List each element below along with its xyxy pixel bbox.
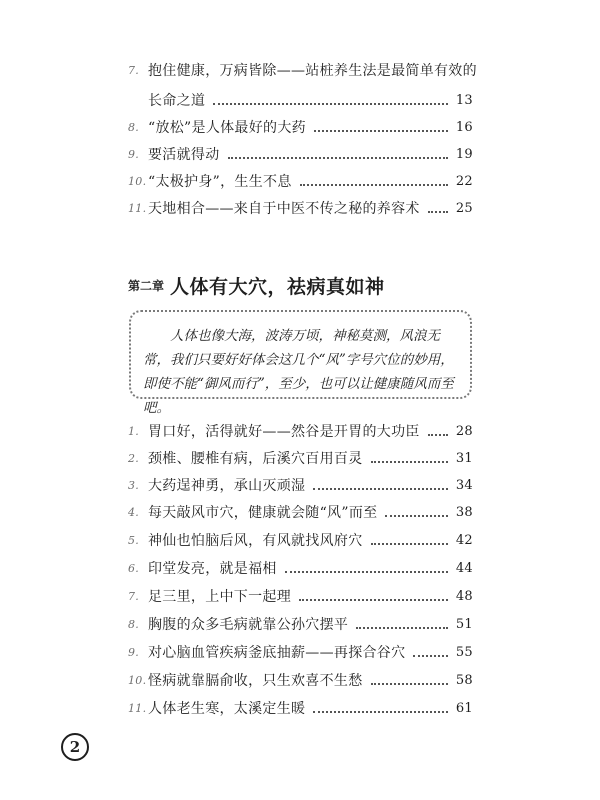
toc-entry-title: 抱住健康，万病皆除——站桩养生法是最简单有效的 (148, 63, 477, 79)
toc-entry-8[interactable] (128, 115, 473, 139)
toc-page-number: 19 (455, 146, 473, 162)
toc-page-number: 55 (455, 644, 473, 660)
toc-chapter2-entry-7[interactable] (128, 584, 473, 608)
chapter-intro-text: 人体也像大海，波涛万顷，神秘莫测，风浪无常，我们只要好好体会这几个“风”字号穴位的妙用，即使不能“御风而行”，至少，也可以让健康随风而至吧。 (143, 328, 454, 416)
toc-entry-title: 对心脑血管疾病釜底抽薪——再探合谷穴 (148, 645, 406, 661)
leader-dots (285, 571, 448, 573)
leader-dots (313, 711, 448, 713)
toc-page-number: 25 (455, 200, 473, 216)
toc-entry-title: 神仙也怕脑后风，有风就找风府穴 (148, 533, 363, 549)
toc-chapter2-entry-5[interactable] (128, 528, 473, 552)
leader-dots (299, 599, 448, 601)
toc-page-number: 28 (455, 423, 473, 439)
toc-page-number: 51 (455, 616, 473, 632)
toc-page-number: 61 (455, 700, 473, 716)
toc-entry-title: 胸腹的众多毛病就靠公孙穴摆平 (148, 617, 349, 633)
toc-entry-9[interactable] (128, 142, 473, 166)
leader-dots (385, 515, 447, 517)
toc-page-number: 38 (455, 504, 473, 520)
toc-entry-number: 1. (128, 424, 140, 438)
chapter-title: 人体有大穴，祛病真如神 (170, 275, 385, 298)
toc-entry-title: 长命之道 (148, 93, 206, 109)
leader-dots (371, 683, 448, 685)
page-number: 2 (69, 737, 81, 756)
toc-entry-title: 要活就得动 (148, 147, 220, 163)
toc-entry-title: 怪病就靠膈俞收，只生欢喜不生愁 (148, 673, 363, 689)
toc-chapter2-entry-6[interactable] (128, 556, 473, 580)
toc-entry-title: 颈椎、腰椎有病，后溪穴百用百灵 (148, 451, 363, 467)
leader-dots (313, 488, 448, 490)
toc-chapter2-entry-10[interactable] (128, 668, 473, 692)
toc-entry-title: 人体老生寒，太溪定生暖 (148, 701, 306, 717)
toc-page-number: 58 (455, 672, 473, 688)
toc-page-number: 16 (455, 119, 473, 135)
toc-entry-number: 8. (128, 617, 140, 631)
toc-entry-number: 11. (128, 201, 147, 215)
toc-chapter2-entry-1[interactable] (128, 419, 473, 443)
leader-dots (371, 461, 448, 463)
toc-entry-title: “放松”是人体最好的大药 (148, 120, 306, 136)
toc-entry-7-continued[interactable] (148, 88, 473, 112)
leader-dots (356, 627, 448, 629)
toc-page-number: 31 (455, 450, 473, 466)
chapter-intro-box (129, 310, 472, 416)
toc-chapter2-entry-4[interactable] (128, 500, 473, 524)
toc-chapter2-entry-9[interactable] (128, 640, 473, 664)
toc-entry-title: 大药逞神勇，承山灭顽湿 (148, 478, 306, 494)
toc-chapter2-entry-2[interactable] (128, 446, 473, 470)
leader-dots (428, 434, 448, 436)
toc-entry-title: “太极护身”，生生不息 (148, 174, 292, 190)
leader-dots (228, 157, 448, 159)
toc-entry-number: 7. (128, 63, 140, 77)
toc-entry-number: 9. (128, 645, 140, 659)
toc-page-number: 48 (455, 588, 473, 604)
toc-entry-number: 2. (128, 451, 140, 465)
toc-entry-number: 9. (128, 147, 140, 161)
toc-entry-title: 印堂发亮，就是福相 (148, 561, 277, 577)
toc-page-number: 44 (455, 560, 473, 576)
toc-page-number: 22 (455, 173, 473, 189)
toc-chapter2-entry-8[interactable] (128, 612, 473, 636)
toc-entry-title: 足三里，上中下一起理 (148, 589, 291, 605)
toc-chapter2-entry-3[interactable] (128, 473, 473, 497)
toc-entry-title: 每天敲风市穴，健康就会随“风”而至 (148, 505, 378, 521)
toc-entry-number: 10. (128, 174, 147, 188)
chapter-heading[interactable] (128, 270, 385, 300)
toc-entry-number: 6. (128, 561, 140, 575)
leader-dots (213, 103, 448, 105)
toc-page-number: 42 (455, 532, 473, 548)
leader-dots (314, 130, 448, 132)
toc-entry-7[interactable] (128, 58, 477, 82)
chapter-label: 第二章 (128, 278, 165, 293)
toc-entry-number: 3. (128, 478, 140, 492)
toc-entry-10[interactable] (128, 169, 473, 193)
toc-page-number: 34 (455, 477, 473, 493)
toc-entry-number: 10. (128, 673, 147, 687)
toc-entry-number: 7. (128, 589, 140, 603)
page-number-badge (61, 733, 89, 761)
leader-dots (428, 211, 448, 213)
toc-entry-11[interactable] (128, 196, 473, 220)
toc-entry-number: 4. (128, 505, 140, 519)
toc-entry-number: 11. (128, 701, 147, 715)
toc-entry-number: 5. (128, 533, 140, 547)
leader-dots (300, 184, 448, 186)
toc-chapter2-entry-11[interactable] (128, 696, 473, 720)
leader-dots (413, 655, 447, 657)
toc-entry-title: 胃口好，活得就好——然谷是开胃的大功臣 (148, 424, 420, 440)
toc-page-number: 13 (455, 92, 473, 108)
toc-entry-title: 天地相合——来自于中医不传之秘的养容术 (148, 201, 420, 217)
leader-dots (371, 543, 448, 545)
toc-entry-number: 8. (128, 120, 140, 134)
